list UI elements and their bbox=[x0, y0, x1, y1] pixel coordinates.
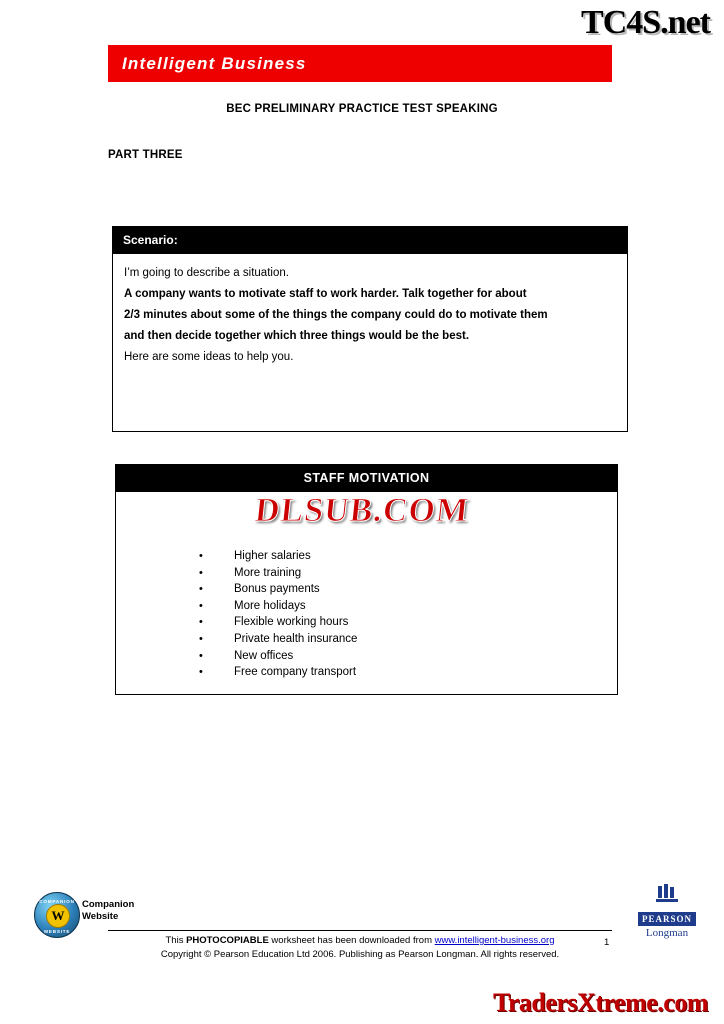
footer-divider bbox=[108, 930, 612, 931]
list-item-label: Private health insurance bbox=[234, 632, 358, 645]
page-title: BEC PRELIMINARY PRACTICE TEST SPEAKING bbox=[226, 103, 498, 115]
page-number: 1 bbox=[604, 937, 610, 948]
bullet-icon: • bbox=[199, 616, 203, 629]
footer-text-c: worksheet has been downloaded from bbox=[268, 935, 435, 946]
bullet-icon: • bbox=[199, 649, 203, 662]
list-item bbox=[116, 581, 617, 598]
companion-label-line-1: Companion bbox=[82, 899, 135, 910]
companion-website-icon bbox=[34, 892, 80, 938]
brand-banner-label: Intelligent Business bbox=[122, 54, 307, 73]
list-item bbox=[116, 648, 617, 665]
brand-banner bbox=[108, 45, 612, 82]
list-item-label: More training bbox=[234, 566, 302, 579]
bullet-icon: • bbox=[199, 599, 203, 612]
bullet-icon: • bbox=[199, 632, 203, 645]
list-item-label: Flexible working hours bbox=[234, 616, 349, 629]
watermark-bottom-right: TradersXtreme.com bbox=[492, 988, 708, 1017]
pearson-imprint: Longman bbox=[638, 926, 696, 939]
ship-icon bbox=[655, 884, 679, 906]
bullet-icon: • bbox=[199, 566, 203, 579]
list-item bbox=[116, 548, 617, 565]
scenario-bold-line-2: 2/3 minutes about some of the things the company could do to motivate them bbox=[124, 308, 548, 321]
scenario-body bbox=[113, 254, 627, 368]
scenario-intro: I’m going to describe a situation. bbox=[124, 267, 289, 279]
footer-website-link[interactable]: www.intelligent-business.org bbox=[434, 935, 555, 946]
scenario-heading: Scenario: bbox=[113, 227, 627, 254]
footer-line-1 bbox=[108, 934, 612, 948]
part-heading: PART THREE bbox=[108, 149, 183, 161]
bullet-icon: • bbox=[199, 550, 203, 562]
watermark-top-right: TC4S.net bbox=[581, 4, 710, 41]
bullet-icon: • bbox=[199, 666, 203, 679]
list-item-label: Free company transport bbox=[234, 666, 357, 679]
footer-text-a: This bbox=[165, 935, 187, 946]
footer-copyright: Copyright © Pearson Education Ltd 2006. Publishing as Pearson Longman. All rights reserved. bbox=[160, 948, 560, 960]
scenario-outro: Here are some ideas to help you. bbox=[124, 350, 294, 363]
companion-label-line-2: Website bbox=[82, 910, 119, 922]
companion-arc-top-label: COMPANION bbox=[39, 899, 75, 904]
footer bbox=[108, 934, 612, 961]
list-item bbox=[116, 614, 617, 631]
scenario-bold-line-1: A company wants to motivate staff to work harder. Talk together for about bbox=[124, 287, 527, 300]
scenario-bold-line-3: and then decide together which three things would be the best. bbox=[124, 329, 470, 342]
companion-center-letter: W bbox=[46, 904, 70, 928]
footer-photocopiable-label: PHOTOCOPIABLE bbox=[186, 935, 269, 946]
pearson-longman-logo bbox=[638, 884, 696, 944]
ideas-heading: STAFF MOTIVATION bbox=[116, 465, 617, 492]
watermark-center: DLSUB.COM bbox=[253, 492, 471, 529]
list-item-label: Bonus payments bbox=[234, 583, 320, 596]
bullet-icon: • bbox=[199, 583, 203, 596]
list-item bbox=[116, 664, 617, 681]
companion-arc-bottom-label: WEBSITE bbox=[43, 929, 71, 934]
pearson-name: PEARSON bbox=[638, 912, 696, 926]
list-item-label: Higher salaries bbox=[234, 550, 311, 562]
companion-label bbox=[82, 899, 134, 922]
list-item-label: More holidays bbox=[234, 599, 306, 612]
list-item bbox=[116, 631, 617, 648]
list-item bbox=[116, 598, 617, 615]
list-item-label: New offices bbox=[234, 649, 294, 662]
list-item bbox=[116, 565, 617, 582]
scenario-box bbox=[112, 226, 628, 432]
